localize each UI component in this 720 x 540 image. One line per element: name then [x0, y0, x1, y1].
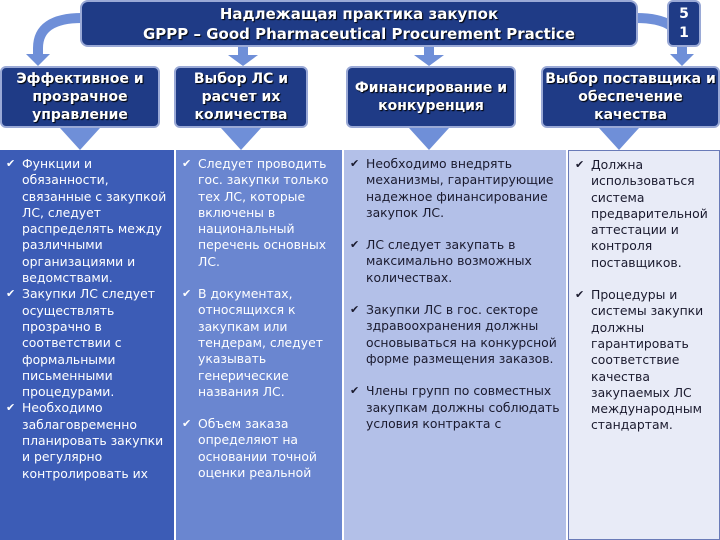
checkmark-icon: ✔ — [350, 303, 360, 317]
list-item — [350, 237, 560, 286]
list-item-text: Закупки ЛС в гос. секторе здравоохранения должны основываться на конкурсной форме размещения заказов. — [366, 302, 557, 366]
page-title — [80, 0, 638, 47]
list-item — [350, 156, 560, 221]
checkmark-icon: ✔ — [182, 157, 192, 170]
header-supplier — [541, 66, 720, 128]
arrow-head-col4 — [670, 54, 694, 66]
header-financing-label: Финансирование и конкуренция — [354, 80, 508, 114]
list-item-text: Процедуры и системы закупки должны гарантировать соответствие качества закупаемых ЛС международным стандартам. — [591, 287, 704, 433]
arrow-head-col2 — [228, 55, 258, 66]
title-line-2: GPPP – Good Pharmaceutical Procurement Practice — [143, 25, 575, 43]
checkmark-icon: ✔ — [6, 157, 16, 170]
arrow-down-col3 — [409, 128, 449, 150]
list-item — [350, 302, 560, 367]
list-item-text: ЛС следует закупать в максимально возможных количествах. — [366, 237, 532, 285]
arrow-down-col4 — [599, 128, 639, 150]
list-item — [575, 287, 713, 434]
header-governance-label: Эффективное и прозрачное управление — [16, 71, 144, 123]
checkmark-icon: ✔ — [6, 401, 16, 415]
list-item-text: В документах, относящихся к закупкам или тендерам, следует указывать генерические названия ЛС. — [198, 286, 323, 399]
list-item-text: Необходимо внедрять механизмы, гарантирующие надежное финансирование закупок ЛС. — [366, 156, 554, 220]
header-financing — [346, 66, 516, 128]
header-selection — [174, 66, 308, 128]
list-item-text: Должна использоваться система предварительной аттестации и контроля поставщиков. — [591, 157, 708, 270]
list-item — [6, 156, 168, 286]
checkmark-icon: ✔ — [182, 287, 192, 301]
page-number-digit-2: 1 — [679, 25, 689, 41]
checkmark-icon: ✔ — [575, 158, 585, 171]
list-item-text: Следует проводить гос. закупки только тех ЛС, которые включены в национальный перечень основных ЛС. — [198, 156, 329, 269]
column-supplier — [568, 150, 720, 540]
column-selection — [176, 150, 344, 540]
list-item-text: Закупки ЛС следует осуществлять прозрачно в соответствии с формальными письменными процедурами. — [22, 286, 155, 400]
column-financing — [344, 150, 568, 540]
page-number-digit-1: 5 — [679, 6, 689, 22]
list-item — [182, 286, 336, 400]
arrow-down-col2 — [221, 128, 261, 150]
list-item-text: Необходимо заблаговременно планировать закупки и регулярно контролировать их — [22, 400, 164, 481]
page-number — [667, 0, 701, 47]
list-item — [6, 400, 168, 481]
list-item — [6, 286, 168, 400]
checkmark-icon: ✔ — [6, 287, 16, 301]
checkmark-icon: ✔ — [575, 288, 585, 302]
list-item-text: Функции и обязанности, связанные с закупкой ЛС, следует распределять между различными организациями и ведомствами. — [22, 156, 167, 286]
header-supplier-label: Выбор поставщика и обеспечение качества — [545, 71, 716, 123]
checkmark-icon: ✔ — [350, 238, 360, 252]
header-governance — [0, 66, 160, 128]
list-item — [182, 156, 336, 270]
header-selection-label: Выбор ЛС и расчет их количества — [193, 71, 289, 123]
arrow-to-col1 — [38, 18, 82, 56]
list-item-text: Члены групп по совместных закупкам должны соблюдать условия контракта с — [366, 383, 560, 431]
list-item — [350, 383, 560, 432]
list-item — [575, 157, 713, 271]
title-line-1: Надлежащая практика закупок — [219, 5, 499, 23]
column-governance — [0, 150, 176, 540]
arrow-down-col1 — [60, 128, 100, 150]
checkmark-icon: ✔ — [350, 384, 360, 398]
arrow-head-col1 — [26, 54, 50, 66]
list-item-text: Объем заказа определяют на основании точной оценки реальной — [198, 416, 317, 481]
arrow-head-col3 — [414, 55, 444, 66]
checkmark-icon: ✔ — [182, 417, 192, 431]
checkmark-icon: ✔ — [350, 157, 360, 170]
list-item — [182, 416, 336, 481]
